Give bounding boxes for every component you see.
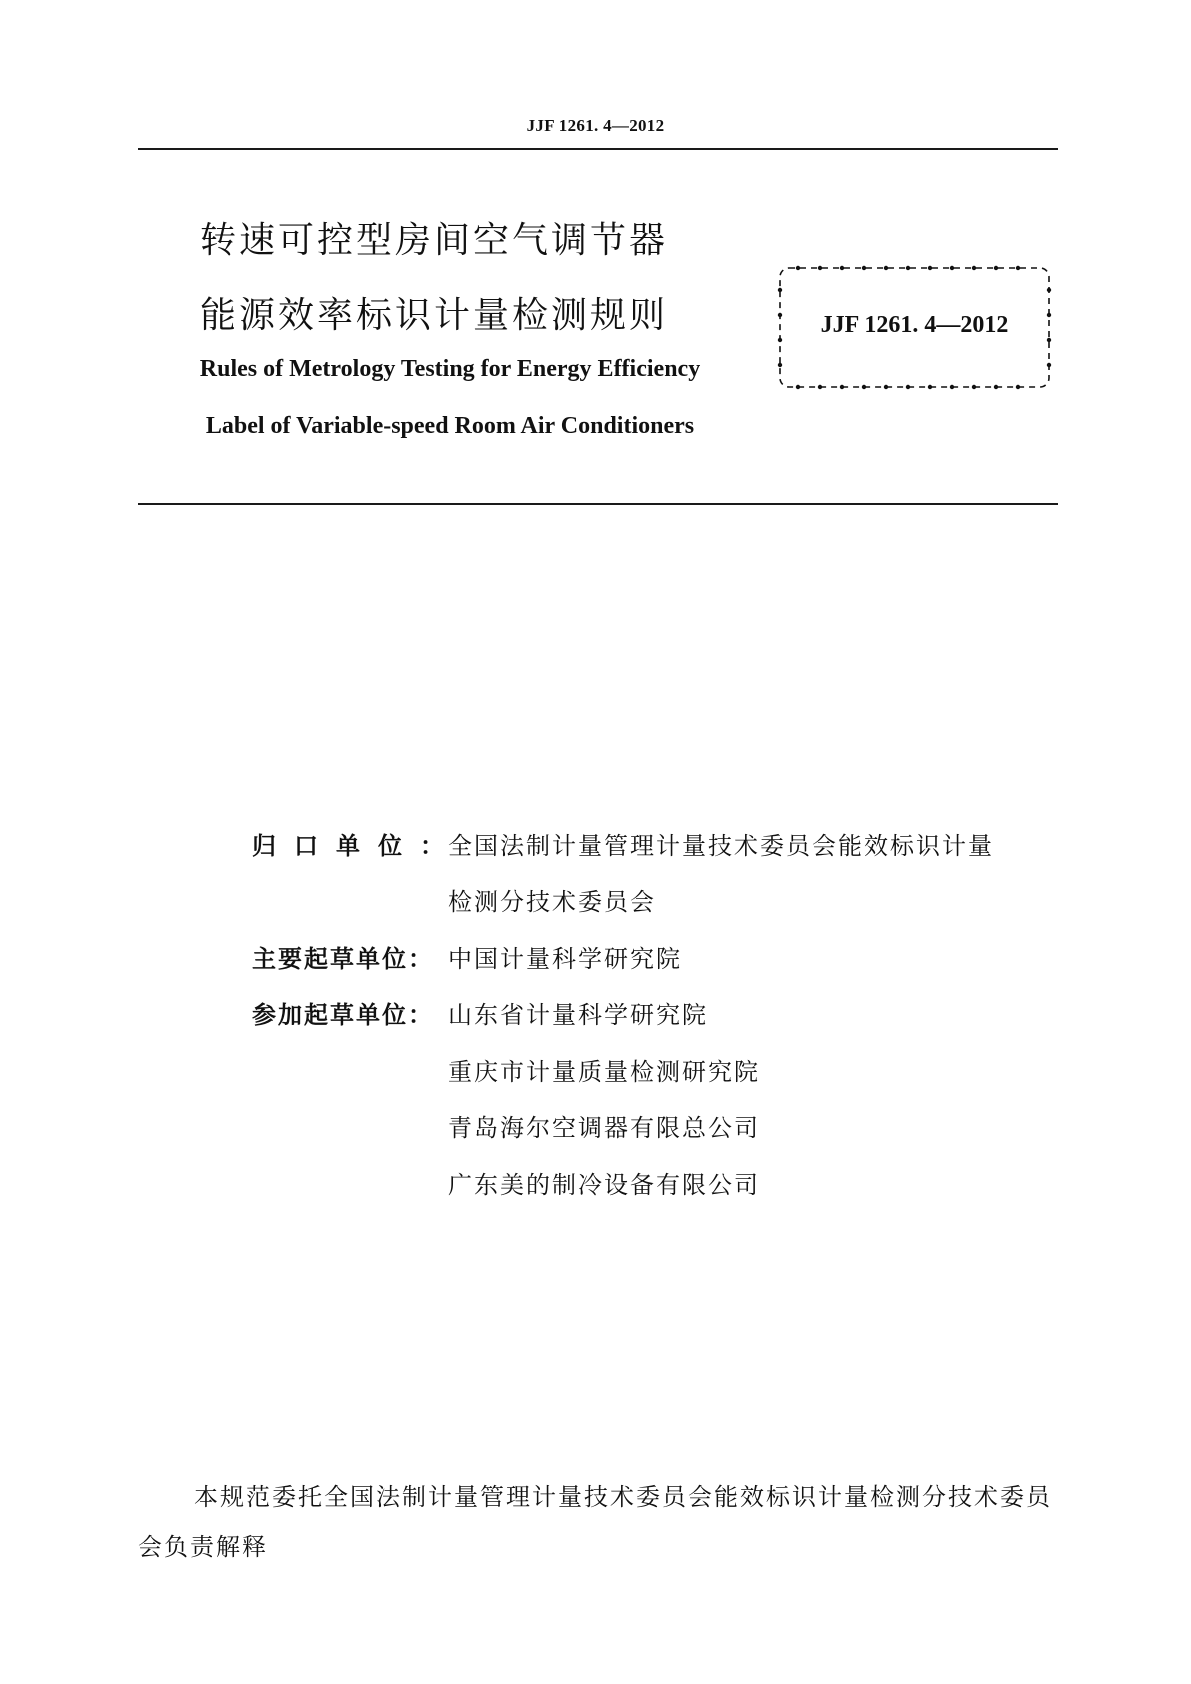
responsible-unit-line-1: 全国法制计量管理计量技术委员会能效标识计量	[448, 832, 994, 860]
border-dot	[928, 385, 932, 389]
border-dot	[818, 266, 822, 270]
participants-label: 参加起草单位：	[252, 1001, 434, 1029]
header-divider	[138, 148, 1058, 150]
border-dot	[840, 385, 844, 389]
border-dot	[840, 266, 844, 270]
participant-item: 广东美的制冷设备有限公司	[448, 1171, 760, 1199]
border-dot	[818, 385, 822, 389]
standard-code-box	[776, 264, 1053, 391]
border-dot	[862, 266, 866, 270]
main-drafter-label: 主要起草单位：	[252, 945, 434, 973]
title-english-line-2: Label of Variable-speed Room Air Conditioners	[205, 413, 695, 439]
border-dot	[972, 385, 976, 389]
border-dot	[1016, 385, 1020, 389]
participant-item: 青岛海尔空调器有限总公司	[448, 1114, 760, 1142]
responsible-unit-label: 归口单位：	[252, 832, 462, 860]
participant-item: 山东省计量科学研究院	[448, 1001, 708, 1029]
border-dot	[862, 385, 866, 389]
border-dot	[884, 266, 888, 270]
border-dot	[906, 385, 910, 389]
title-chinese-line-1: 转速可控型房间空气调节器	[200, 220, 669, 261]
border-dot	[884, 385, 888, 389]
border-dot	[950, 385, 954, 389]
border-dot	[1047, 363, 1051, 367]
participant-item: 重庆市计量质量检测研究院	[448, 1058, 760, 1086]
page-header-code: JJF 1261. 4—2012	[526, 116, 665, 135]
standard-code: JJF 1261. 4—2012	[820, 312, 1009, 338]
responsible-unit-line-2: 检测分技术委员会	[448, 888, 656, 916]
title-chinese-line-2: 能源效率标识计量检测规则	[200, 295, 669, 336]
border-dot	[1016, 266, 1020, 270]
border-dot	[906, 266, 910, 270]
border-dot	[778, 363, 782, 367]
border-dot	[994, 266, 998, 270]
border-dot	[778, 288, 782, 292]
border-dot	[796, 266, 800, 270]
title-english-line-1: Rules of Metrology Testing for Energy Efficiency	[199, 356, 701, 382]
title-divider	[138, 503, 1058, 505]
border-dot	[950, 266, 954, 270]
border-dot	[994, 385, 998, 389]
border-dot	[972, 266, 976, 270]
interpretation-note: 本规范委托全国法制计量管理计量技术委员会能效标识计量检测分技术委员会负责解释	[138, 1483, 1052, 1561]
border-dot	[796, 385, 800, 389]
border-dot	[1047, 288, 1051, 292]
border-dot	[928, 266, 932, 270]
main-drafter: 中国计量科学研究院	[448, 945, 682, 973]
